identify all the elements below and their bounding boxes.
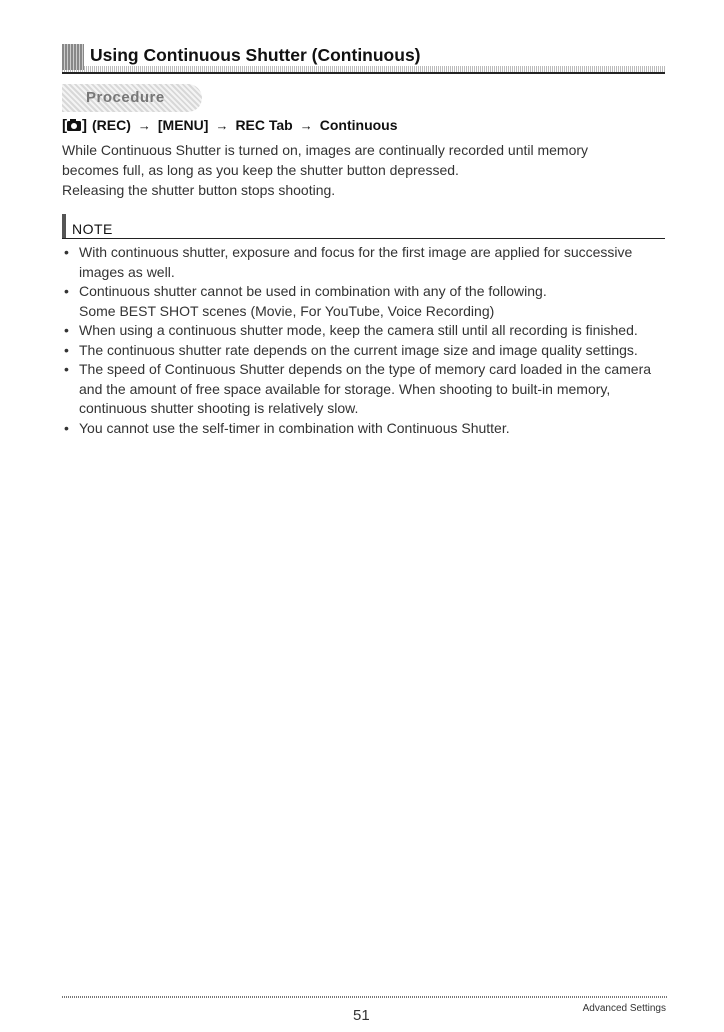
- note-text: You cannot use the self-timer in combination with Continuous Shutter.: [79, 419, 510, 436]
- arrow-right-icon: →: [215, 117, 229, 133]
- note-header: [62, 218, 665, 239]
- note-list: [62, 243, 665, 438]
- arrow-right-icon: →: [299, 117, 313, 133]
- note-marker: [62, 214, 66, 238]
- intro-line-2: becomes full, as long as you keep the shutter button depressed.: [62, 162, 459, 178]
- camera-icon: [62, 117, 88, 133]
- note-text: With continuous shutter, exposure and focus for the first image are applied for successive images as well.: [79, 244, 633, 280]
- note-text: The speed of Continuous Shutter depends on the type of memory card loaded in the camera and the amount of free space available for storage. When shooting to built-in memory, continuous shutter shooting is relatively slow.: [79, 361, 652, 416]
- list-item: [62, 321, 665, 341]
- svg-text:]: ]: [82, 117, 87, 133]
- procedure-label: Procedure: [86, 89, 165, 106]
- continuous-item-label: Continuous: [319, 117, 398, 133]
- footer-divider: [62, 996, 668, 998]
- note-label: NOTE: [72, 221, 113, 237]
- procedure-badge: [62, 84, 202, 112]
- svg-text:[: [: [62, 117, 67, 133]
- section-name: Advanced Settings: [582, 1003, 666, 1014]
- note-text: The continuous shutter rate depends on the current image size and image quality settings.: [79, 341, 638, 358]
- list-item: [62, 360, 665, 419]
- list-item: [62, 419, 665, 439]
- rec-tab-label: REC Tab: [235, 117, 293, 133]
- intro-line-3: Releasing the shutter button stops shooting.: [62, 182, 336, 198]
- list-item: [62, 282, 665, 321]
- arrow-right-icon: →: [137, 117, 151, 133]
- list-item: [62, 341, 665, 361]
- menu-path: [62, 117, 398, 133]
- section-title-bar: [62, 42, 665, 74]
- page-title: Using Continuous Shutter (Continuous): [90, 45, 421, 65]
- intro-line-1: While Continuous Shutter is turned on, images are continually recorded until memory: [62, 142, 589, 158]
- title-marker: [62, 44, 84, 70]
- rec-mode-label: (REC): [92, 117, 131, 133]
- note-subtext: Some BEST SHOT scenes (Movie, For YouTube, Voice Recording): [79, 302, 495, 319]
- list-item: [62, 243, 665, 282]
- menu-key-label: [MENU]: [157, 117, 209, 133]
- note-text: Continuous shutter cannot be used in combination with any of the following.: [79, 283, 547, 299]
- title-underline-shade: [62, 66, 665, 72]
- note-text: When using a continuous shutter mode, keep the camera still until all recording is finished.: [79, 322, 638, 338]
- page-number: 51: [353, 1007, 370, 1024]
